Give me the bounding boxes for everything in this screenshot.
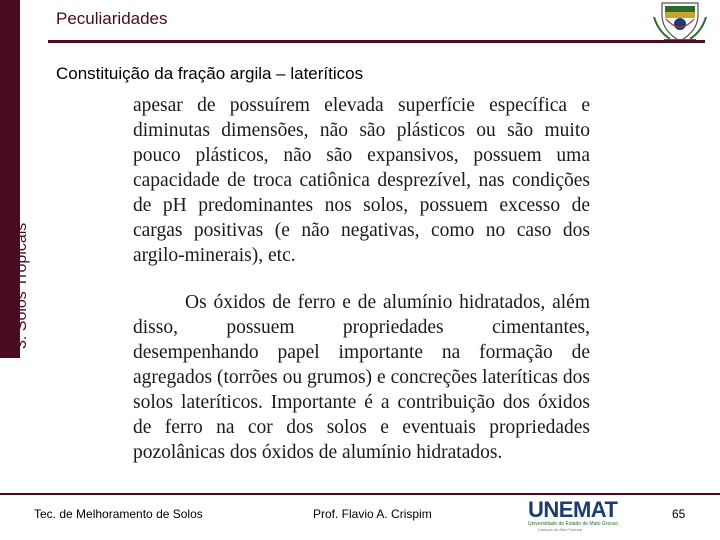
footer-divider <box>0 493 720 495</box>
paragraph-1: apesar de possuírem elevada superfície específica e diminutas dimensões, não são plásticos ou são muito pouco plásticos, não são expansivos, possuem uma capacidade de troca catiônica desprezível, nas condições de pH predominantes nos solos, possuem excesso de cargas positivas (e não negativas, como no caso dos argilo-minerais), etc. <box>133 95 590 266</box>
unemat-logo-motto: Campus de Alta Floresta <box>538 527 582 532</box>
footer-professor: Prof. Flavio A. Crispim <box>313 507 432 521</box>
unemat-logo <box>528 499 620 539</box>
unemat-logo-text: UNEMAT <box>528 497 618 522</box>
scanned-text-block <box>133 93 590 465</box>
unemat-logo-tagline: Universidade do Estado de Mato Grosso <box>528 521 619 527</box>
page-number: 65 <box>672 507 686 521</box>
header-title: Peculiaridades <box>56 9 168 28</box>
paragraph-2: Os óxidos de ferro e de alumínio hidratados, além disso, possuem propriedades cimentantes, desempenhando papel importante na formação de agregados (torrões ou grumos) e concreções lateríticas dos solos lateríticos. Importante é a contribuição dos óxidos de ferro na cor dos solos e eventuais propriedades pozolânicas dos óxidos de alumínio hidratados. <box>133 292 590 463</box>
footer-course: Tec. de Melhoramento de Solos <box>34 507 203 521</box>
header-divider <box>48 40 705 43</box>
section-label: 3. Solos Tropicais <box>13 222 30 349</box>
slide-subtitle: Constituição da fração argila – lateríticos <box>56 64 364 83</box>
institution-crest-icon <box>652 1 708 45</box>
